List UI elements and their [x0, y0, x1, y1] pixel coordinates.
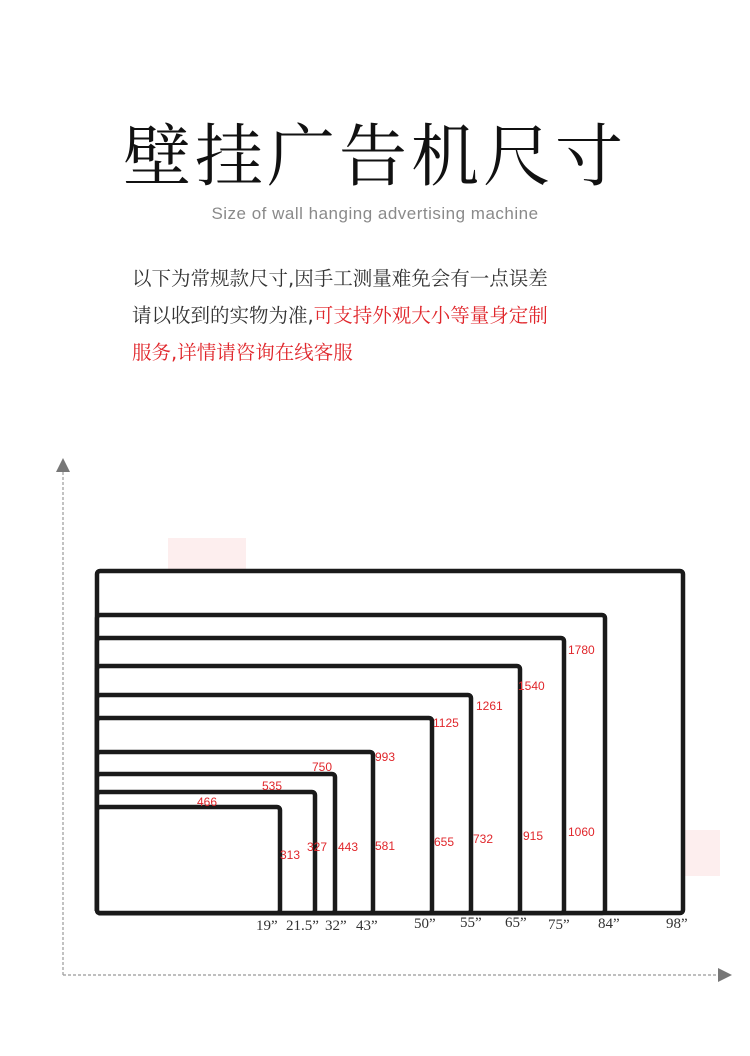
size-label-32: 32”: [325, 918, 347, 934]
height-label-65: 915: [523, 829, 544, 843]
description: [132, 260, 652, 371]
description-line-1: 以下为常规款尺寸,因手工测量难免会有一点误差: [132, 267, 548, 290]
size-label-65: 65”: [505, 915, 527, 931]
size-label-75: 75”: [548, 917, 570, 933]
screen-outlines: [97, 571, 683, 913]
height-label-21-5: 327: [307, 840, 328, 854]
height-label-50: 655: [434, 835, 455, 849]
size-label-19: 19”: [256, 918, 278, 934]
size-comparison-diagram: [0, 440, 750, 1040]
width-label-32: 750: [312, 760, 333, 774]
width-label-43: 993: [375, 750, 396, 764]
height-label-43: 581: [375, 839, 396, 853]
page-subtitle: Size of wall hanging advertising machine: [211, 204, 539, 223]
description-line-2-plain: 请以收到的实物为准,: [132, 304, 314, 327]
height-label-32: 443: [338, 840, 359, 854]
height-label-55: 732: [473, 832, 494, 846]
width-label-21-5: 535: [262, 779, 283, 793]
y-axis-arrow-icon: [56, 458, 70, 472]
height-label-75: 1060: [568, 825, 595, 839]
description-line-3: 服务,详情请咨询在线客服: [132, 341, 353, 364]
width-label-75: 1780: [568, 643, 595, 657]
x-axis-arrow-icon: [718, 968, 732, 982]
size-label-55: 55”: [460, 915, 482, 931]
description-line-2-highlight: 可支持外观大小等量身定制: [313, 304, 548, 327]
width-label-19: 466: [197, 795, 218, 809]
screen-19-outline: [97, 807, 280, 913]
size-labels: [256, 915, 688, 934]
size-label-50: 50”: [414, 916, 436, 932]
size-label-98: 98”: [666, 916, 688, 932]
width-label-65: 1540: [518, 679, 545, 693]
width-label-50: 1125: [433, 716, 459, 730]
height-label-19: 313: [280, 848, 301, 862]
description-line-2: [132, 297, 652, 334]
width-label-55: 1261: [476, 699, 503, 713]
size-label-84: 84”: [598, 916, 620, 932]
page-title: 壁挂广告机尺寸: [122, 118, 627, 197]
size-label-43: 43”: [356, 918, 378, 934]
size-label-21-5: 21.5”: [286, 918, 319, 934]
